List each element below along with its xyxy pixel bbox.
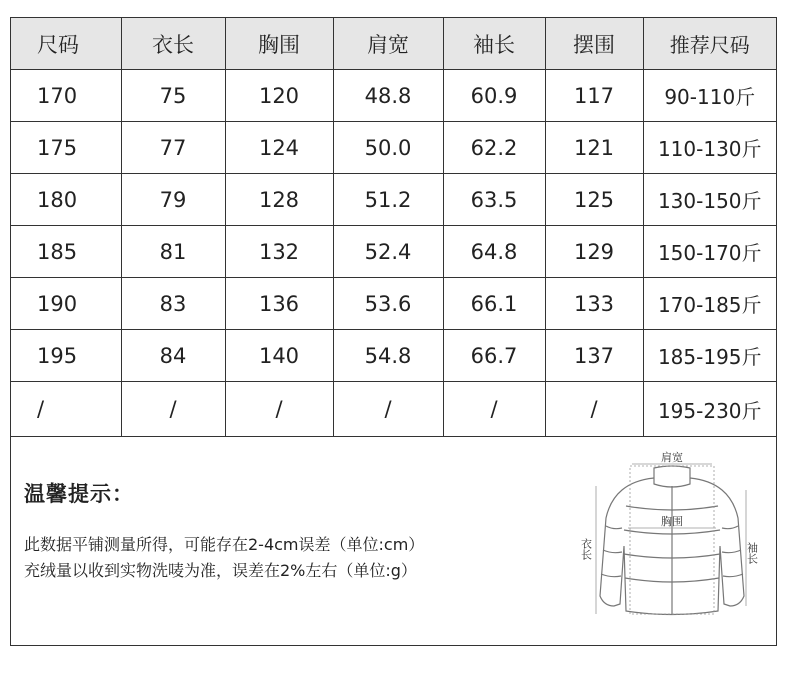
cell: 77: [121, 122, 225, 174]
cell: 129: [545, 226, 643, 278]
cell: 130-150斤: [643, 174, 776, 226]
cell: /: [443, 382, 545, 437]
cell: 132: [225, 226, 333, 278]
table-row: [11, 226, 776, 278]
sleeve-label: 袖长: [745, 542, 759, 564]
cell: 175: [11, 122, 121, 174]
size-table: [11, 18, 776, 437]
header-chest: 胸围: [225, 18, 333, 70]
cell: 150-170斤: [643, 226, 776, 278]
cell: /: [11, 382, 121, 437]
chest-label: 胸围: [661, 515, 683, 528]
notes-line-fill: 充绒量以收到实物洗唛为准，误差在2%左右（单位:g）: [24, 561, 417, 580]
cell: 90-110斤: [643, 70, 776, 122]
cell: 60.9: [443, 70, 545, 122]
notes-line-measurement: 此数据平铺测量所得，可能存在2-4cm误差（单位:cm）: [24, 535, 425, 554]
cell: 110-130斤: [643, 122, 776, 174]
cell: 75: [121, 70, 225, 122]
cell: 84: [121, 330, 225, 382]
cell: 120: [225, 70, 333, 122]
notes-section: [24, 478, 424, 584]
header-hem: 摆围: [545, 18, 643, 70]
shoulder-label: 肩宽: [661, 451, 683, 464]
cell: 121: [545, 122, 643, 174]
cell: 62.2: [443, 122, 545, 174]
cell: 137: [545, 330, 643, 382]
cell: 190: [11, 278, 121, 330]
cell: 180: [11, 174, 121, 226]
jacket-measurement-diagram: [579, 446, 762, 621]
header-length: 衣长: [121, 18, 225, 70]
header-recommended: 推荐尺码: [643, 18, 776, 70]
cell: 64.8: [443, 226, 545, 278]
table-row: [11, 70, 776, 122]
cell: 124: [225, 122, 333, 174]
table-row: [11, 174, 776, 226]
cell: 117: [545, 70, 643, 122]
cell: 83: [121, 278, 225, 330]
cell: 140: [225, 330, 333, 382]
table-row: [11, 382, 776, 437]
cell: 170-185斤: [643, 278, 776, 330]
cell: 128: [225, 174, 333, 226]
header-shoulder: 肩宽: [333, 18, 443, 70]
jacket-outline: [600, 466, 744, 615]
cell: 66.1: [443, 278, 545, 330]
cell: 136: [225, 278, 333, 330]
cell: 50.0: [333, 122, 443, 174]
cell: 125: [545, 174, 643, 226]
table-row: [11, 278, 776, 330]
cell: 63.5: [443, 174, 545, 226]
cell: 133: [545, 278, 643, 330]
cell: 48.8: [333, 70, 443, 122]
header-size: 尺码: [11, 18, 121, 70]
table-row: [11, 122, 776, 174]
cell: 170: [11, 70, 121, 122]
notes-title: 温馨提示：: [24, 482, 134, 506]
cell: 51.2: [333, 174, 443, 226]
cell: 52.4: [333, 226, 443, 278]
cell: /: [333, 382, 443, 437]
cell: 79: [121, 174, 225, 226]
cell: 66.7: [443, 330, 545, 382]
cell: 185: [11, 226, 121, 278]
cell: 53.6: [333, 278, 443, 330]
table-header-row: [11, 18, 776, 70]
cell: /: [121, 382, 225, 437]
cell: 185-195斤: [643, 330, 776, 382]
length-label: 衣长: [579, 538, 593, 560]
cell: 195-230斤: [643, 382, 776, 437]
table-row: [11, 330, 776, 382]
cell: 54.8: [333, 330, 443, 382]
cell: 81: [121, 226, 225, 278]
cell: /: [545, 382, 643, 437]
cell: 195: [11, 330, 121, 382]
header-sleeve: 袖长: [443, 18, 545, 70]
cell: /: [225, 382, 333, 437]
